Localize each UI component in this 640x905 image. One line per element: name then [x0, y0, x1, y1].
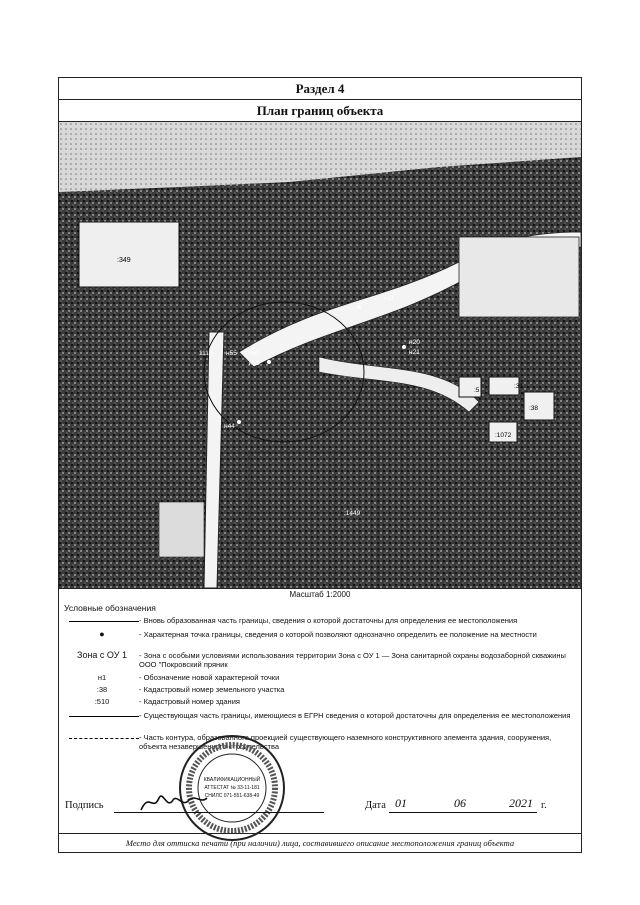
legend-text: - Обозначение новой характерной точки [139, 673, 280, 682]
legend-item [59, 697, 581, 707]
footer-note: Место для оттиска печати (при наличии) лица, составившего описание местоположения границ объекта [59, 833, 581, 852]
legend-item [59, 673, 581, 683]
legend-text: - Зона с особыми условиями использования территории Зона с ОУ 1 — Зона санитарной охраны водозаборной скважины ООО "Покровский пряник [139, 651, 566, 669]
map-label: :1072 [495, 432, 512, 439]
date-month: 06 [454, 796, 466, 810]
lower-plot [159, 502, 204, 557]
seal-stamp [177, 733, 287, 843]
point-marker [267, 360, 271, 364]
building-number-symbol: :510 [94, 697, 110, 706]
building-block [459, 237, 579, 317]
map-label: 1110 [199, 350, 213, 357]
handwritten-signature [139, 790, 209, 814]
zone-symbol: Зона с ОУ 1 [77, 650, 127, 660]
legend-text: - Кадастровый номер здания [139, 697, 240, 706]
page-title: План границ объекта [59, 100, 581, 122]
svg-text:АТТЕСТАТ № 33-11-181: АТТЕСТАТ № 33-11-181 [204, 785, 260, 791]
legend-text: - Вновь образованная часть границы, сведения о которой достаточны для определения ее местоположения [139, 616, 518, 625]
map-label: н50 [249, 350, 260, 357]
map-label: н44 [224, 423, 235, 430]
aerial-map [59, 122, 581, 589]
svg-text:СНИЛС 071-551-638-49: СНИЛС 071-551-638-49 [204, 793, 260, 799]
map-label: :38 [529, 405, 539, 412]
line-symbol [69, 716, 139, 717]
svg-text:КВАЛИФИКАЦИОННЫЙ: КВАЛИФИКАЦИОННЫЙ [203, 777, 261, 783]
map-label: н53 [249, 360, 260, 367]
point-marker [237, 420, 241, 424]
line-symbol [69, 738, 139, 739]
legend-title: Условные обозначения [64, 603, 156, 613]
map-label: :349 [117, 257, 131, 264]
parcel-349 [79, 222, 179, 287]
parcel-number-symbol: :38 [96, 685, 108, 694]
section-title: Раздел 4 [59, 78, 581, 100]
date-day: 01 [395, 796, 407, 810]
point-symbol: ● [99, 629, 105, 639]
legend-text: - Существующая часть границы, имеющиеся в ЕГРН сведения о которой достаточны для определения ее местоположения [139, 711, 571, 720]
document-frame [58, 77, 582, 853]
legend-item [59, 616, 581, 628]
legend-item [59, 630, 581, 650]
map-label: н20 [409, 339, 420, 346]
map-label: :5 [474, 387, 480, 394]
signature-label: Подпись [65, 800, 104, 811]
map-background [59, 122, 581, 588]
legend-text: - Кадастровый номер земельного участка [139, 685, 285, 694]
map-label: :1449 [344, 510, 361, 517]
legend-item [59, 685, 581, 695]
legend-item [59, 711, 581, 731]
map-label: н21 [409, 349, 420, 356]
legend-item [59, 651, 581, 671]
map-label: н55 [226, 350, 237, 357]
legend-text: - Часть контура, образованного проекцией существующего наземного конструктивного элемента здания, сооружения, объекта незавершенного строительства [139, 733, 552, 751]
point-marker [357, 305, 361, 309]
date-label: Дата [365, 800, 386, 811]
map-scale: Масштаб 1:2000 [289, 590, 351, 599]
date-year: 2021 [509, 796, 533, 810]
map-label: :31 [514, 383, 524, 390]
line-symbol [69, 621, 139, 622]
date-year-suffix: г. [541, 800, 547, 811]
map-label: н11 [384, 295, 395, 302]
legend-item [59, 733, 581, 753]
point-marker [402, 345, 406, 349]
date-line [389, 812, 537, 813]
point-name-symbol: н1 [97, 673, 107, 682]
legend-text: - Характерная точка границы, сведения о которой позволяют однозначно определить ее положение на местности [139, 630, 537, 639]
